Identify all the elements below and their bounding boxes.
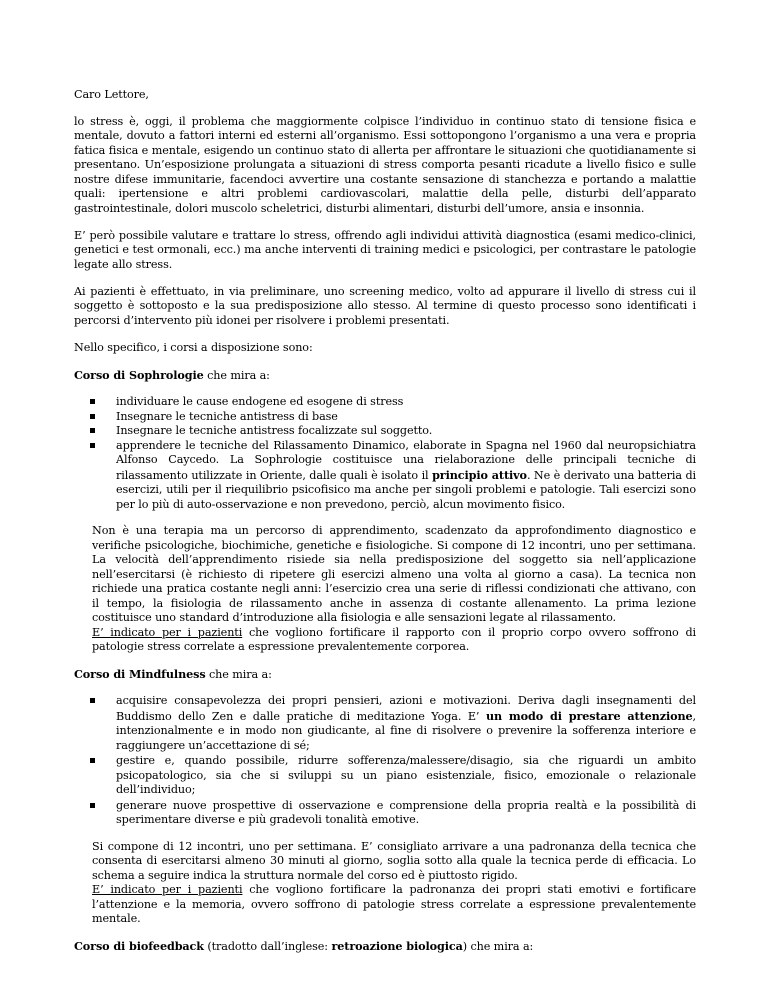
mindfulness-list xyxy=(74,694,696,828)
biofeedback-end: ) che mira a: xyxy=(462,939,534,953)
list-item: Insegnare le tecniche antistress focalizzate sul soggetto. xyxy=(116,424,696,439)
item-bold: un modo di prestare attenzione xyxy=(485,708,693,723)
item-text: . Ne è derivato una batteria di esercizi, utili per il riequilibrio psicofisico ma anche per singoli problemi e patologie. Tali esercizi sono per lo più di auto-osservazione e non prevedono, perciò, alcun movimento fisico. xyxy=(116,468,696,511)
salutation: Caro Lettore, xyxy=(74,88,149,101)
mindfulness-heading xyxy=(74,667,696,683)
list-item: generare nuove prospettive di osservazione e comprensione della propria realtà e la possibilità di sperimentare diverse e più gradevoli tonalità emotive. xyxy=(116,798,696,826)
item-bold: principio attivo xyxy=(432,467,527,482)
list-item xyxy=(116,694,696,753)
indicated-text: che vogliono fortificare la padronanza dei propri stati emotivi e fortificare l’attenzione e la memoria, ovvero soffrono di patologie stress correlate a espressione prevalentemente mentale. xyxy=(92,883,696,925)
sophrologie-heading xyxy=(74,368,696,384)
biofeedback-mid: (tradotto dall’inglese: xyxy=(203,939,332,953)
indicated-label: E’ indicato per i pazienti xyxy=(92,625,243,639)
mindfulness-title: Corso di Mindfulness xyxy=(74,666,206,681)
list-item: individuare le cause endogene ed esogene di stress xyxy=(116,395,696,410)
document-page xyxy=(74,88,696,966)
indicated-label: E’ indicato per i pazienti xyxy=(92,883,243,896)
biofeedback-title: Corso di biofeedback xyxy=(74,938,204,953)
sophrologie-title: Corso di Sophrologie xyxy=(74,367,204,382)
sophrologie-list xyxy=(74,395,696,512)
list-item xyxy=(116,439,696,513)
mindfulness-body xyxy=(92,840,696,927)
indicated-text: che vogliono fortificare il rapporto con il proprio corpo ovvero soffrono di patologie stress correlate a espressione prevalentemente corporea. xyxy=(92,625,696,653)
item-text: acquisire consapevolezza dei propri pensieri, azioni e motivazioni. Deriva dagli insegnamenti del Buddismo dello Zen e dalle pratiche di meditazione Yoga. E’ xyxy=(116,694,696,723)
sophrologie-title-rest: che mira a: xyxy=(203,368,270,382)
biofeedback-translation: retroazione biologica xyxy=(331,938,463,953)
body-text: Si compone di 12 incontri, uno per settimana. E’ consigliato arrivare a una padronanza della tecnica che consenta di esercitarsi almeno 30 minuti al giorno, soglia sotto alla quale la tecnica perde di efficacia. Lo schema a seguire indica la struttura normale del corso ed è piuttosto rigido. xyxy=(92,839,696,882)
screening-paragraph: Ai pazienti è effettuato, in via preliminare, uno screening medico, volto ad appurare il livello di stress cui il soggetto è sottoposto e la sua predisposizione allo stesso. Al termine di questo processo sono identificati i percorsi d’intervento più idonei per risolvere i problemi presentati. xyxy=(74,284,696,327)
list-item: Insegnare le tecniche antistress di base xyxy=(116,410,696,425)
item-text: , intenzionalmente e in modo non giudicante, al fine di risolvere o prevenire la sofferenza interiore e raggiungere un’accettazione di sé; xyxy=(116,709,696,752)
mindfulness-title-rest: che mira a: xyxy=(205,667,272,681)
item-text: apprendere le tecniche del Rilassamento Dinamico, elaborate in Spagna nel 1960 dal neuropsichiatra Alfonso Caycedo. La Sophrologie costituisce una rielaborazione delle principali tecniche di rilassamento utilizzate in Oriente, dalle quali è isolato il xyxy=(116,438,696,482)
intro-paragraph: lo stress è, oggi, il problema che maggiormente colpisce l’individuo in continuo stato di tensione fisica e mentale, dovuto a fattori interni ed esterni all’organismo. Essi sottopongono l’organismo a una vera e propria fatica fisica e mentale, esigendo un continuo stato di allerta per affrontare le situazioni che quotidianamente si presentano. Un’esposizione prolungata a situazioni di stress comporta pesanti ricadute a livello fisico e sulle nostre difese immunitarie, facendoci avvertire una costante sensazione di stanchezza e portando a malattie quali: ipertensione e altri problemi cardiovascolari, malattie della pelle, disturbi dell’apparato gastrointestinale, dolori muscolo scheletrici, disturbi alimentari, disturbi dell’umore, ansia e insonnia. xyxy=(74,114,696,215)
body-text: Non è una terapia ma un percorso di apprendimento, scadenzato da approfondimento diagnostico e verifiche psicologiche, biochimiche, genetiche e fisiologiche. Si compone di 12 incontri, uno per settimana. La velocità dell’apprendimento risiede sia nella predisposizione del soggetto sia nell’applicazione nell’esercitarsi (è richiesto di ripetere gli esercizi almeno una volta al giorno a casa). La tecnica non richiede una pratica costante negli anni: l’esercizio crea una serie di riflessi condizionati che attivano, con il tempo, la fisiologia de rilassamento anche in assenza di costante allenamento. La prima lezione costituisce uno standard d’introduzione alla fisiologia e alle sensazioni legate al rilassamento. xyxy=(92,524,696,624)
list-item: gestire e, quando possibile, ridurre sofferenza/malessere/disagio, sia che riguardi un ambito psicopatologico, sia che si sviluppi su un piano esistenziale, fisico, emozionale o relazionale dell’individuo; xyxy=(116,754,696,796)
stress-treatment-paragraph: E’ però possibile valutare e trattare lo stress, offrendo agli individui attività diagnostica (esami medico-clinici, genetici e test ormonali, ecc.) ma anche interventi di training medici e psicologici, per contrastare le patologie legate allo stress. xyxy=(74,228,696,271)
biofeedback-heading xyxy=(74,939,696,955)
sophrologie-body xyxy=(92,524,696,655)
courses-intro: Nello specifico, i corsi a disposizione sono: xyxy=(74,340,313,354)
